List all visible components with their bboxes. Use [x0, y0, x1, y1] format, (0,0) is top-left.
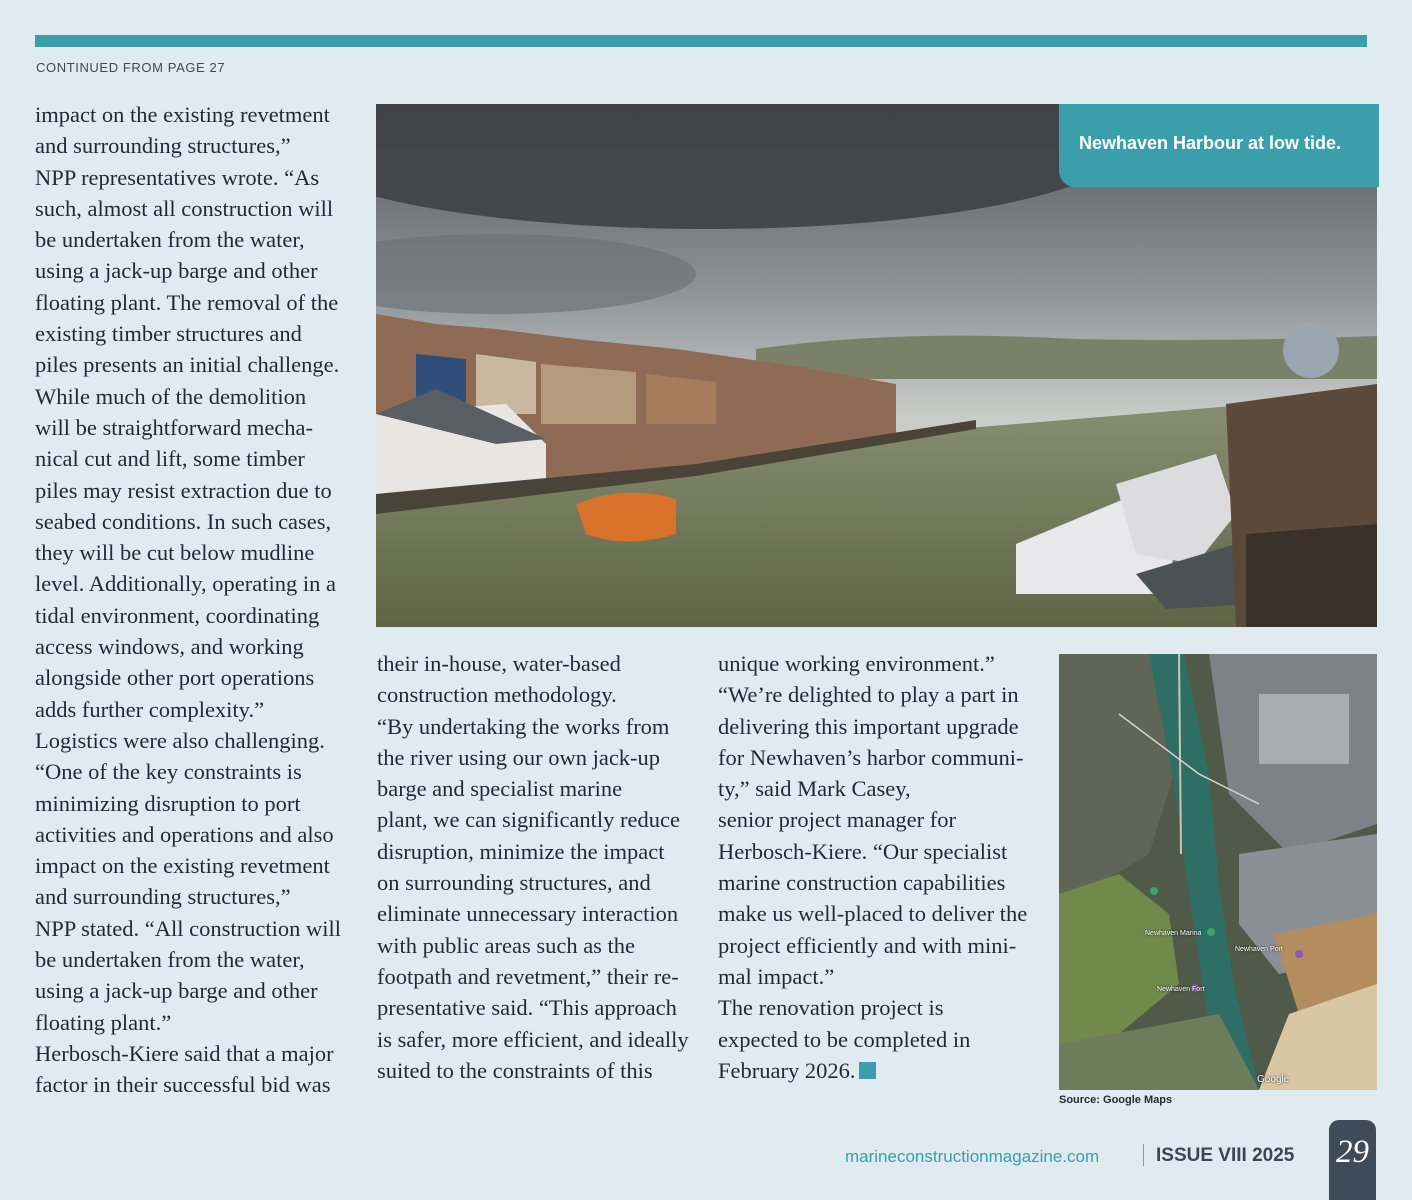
article-column-2	[377, 648, 697, 1086]
map-label-fort: Newhaven Fort	[1157, 986, 1205, 993]
article-line: such, almost all construction will	[35, 195, 334, 221]
article-line: be undertaken from the water,	[35, 227, 305, 253]
article-line: impact on the existing revetment	[35, 102, 330, 127]
article-line: Logistics were also challenging.	[35, 727, 325, 753]
article-line: their in-house, water-based	[377, 651, 621, 676]
page-number: 29	[1336, 1134, 1369, 1170]
article-line: While much of the demolition	[35, 383, 307, 409]
satellite-map	[1059, 654, 1377, 1090]
continued-label: CONTINUED FROM PAGE 27	[36, 60, 226, 75]
article-line: presentative said. “This approach	[377, 995, 677, 1021]
article-line: marine construction capabilities	[718, 870, 1006, 896]
article-line: level. Additionally, operating in a	[35, 571, 336, 597]
article-line: floating plant. The removal of the	[35, 289, 339, 315]
article-line: minimizing disruption to port	[35, 790, 301, 816]
article-line: activities and operations and also	[35, 821, 334, 847]
footer-divider	[1143, 1144, 1144, 1166]
map-label-port: Newhaven Port	[1235, 946, 1283, 953]
article-line: footpath and revetment,” their re-	[377, 963, 679, 989]
article-line: with public areas such as the	[377, 932, 636, 958]
article-line: and surrounding structures,”	[35, 133, 291, 159]
article-line: mal impact.”	[718, 963, 835, 989]
article-line: Herbosch-Kiere. “Our specialist	[718, 838, 1008, 864]
footer-issue: ISSUE VIII 2025	[1156, 1145, 1295, 1166]
article-line: floating plant.”	[35, 1009, 172, 1035]
article-line: delivering this important upgrade	[718, 713, 1019, 739]
footer-website[interactable]: marineconstructionmagazine.com	[845, 1147, 1100, 1166]
article-line: disruption, minimize the impact	[377, 838, 665, 864]
article-line: the river using our own jack-up	[377, 744, 661, 770]
article-line: project efficiently and with mini-	[718, 932, 1017, 958]
article-line: ty,” said Mark Casey,	[718, 776, 911, 802]
photo-caption: Newhaven Harbour at low tide.	[1059, 104, 1379, 187]
top-accent-bar	[35, 35, 1367, 47]
article-line: access windows, and working	[35, 634, 304, 660]
article-line: make us well-placed to deliver the	[718, 901, 1028, 927]
article-line: will be straightforward mecha-	[35, 414, 314, 440]
article-line: piles presents an initial challenge.	[35, 352, 340, 378]
article-line: “By undertaking the works from	[377, 713, 670, 739]
article-line: NPP representatives wrote. “As	[35, 164, 320, 190]
article-line: suited to the constraints of this	[377, 1057, 653, 1083]
article-line	[718, 1055, 1038, 1086]
article-line: using a jack-up barge and other	[35, 258, 318, 284]
article-line: factor in their successful bid was	[35, 1072, 331, 1098]
article-line: adds further complexity.”	[35, 696, 265, 722]
page-number-tab	[1329, 1120, 1376, 1200]
article-line: “One of the key constraints is	[35, 759, 302, 785]
article-line: expected to be completed in	[718, 1026, 971, 1052]
article-line: unique working environment.”	[718, 651, 995, 676]
article-line: piles may resist extraction due to	[35, 477, 332, 503]
article-line: tidal environment, coordinating	[35, 602, 320, 628]
article-line: is safer, more efficient, and ideally	[377, 1026, 689, 1052]
article-column-3	[718, 648, 1038, 1086]
article-column-1	[35, 99, 357, 1101]
end-of-article-mark	[859, 1062, 876, 1079]
article-line: The renovation project is	[718, 995, 944, 1021]
article-line: and surrounding structures,”	[35, 884, 291, 910]
article-line: barge and specialist marine	[377, 776, 623, 802]
article-line: Herbosch-Kiere said that a major	[35, 1040, 334, 1066]
article-line: seabed conditions. In such cases,	[35, 508, 332, 534]
article-line: nical cut and lift, some timber	[35, 446, 305, 472]
article-line: senior project manager for	[718, 807, 957, 833]
map-label-marina: Newhaven Marina	[1145, 930, 1202, 937]
article-line: impact on the existing revetment	[35, 853, 330, 879]
article-line: NPP stated. “All construction will	[35, 915, 342, 941]
article-line: for Newhaven’s harbor communi-	[718, 744, 1024, 770]
map-google-logo: Google	[1257, 1074, 1290, 1085]
article-line: be undertaken from the water,	[35, 947, 305, 973]
article-line: using a jack-up barge and other	[35, 978, 318, 1004]
article-line: they will be cut below mudline	[35, 540, 315, 566]
article-line: plant, we can significantly reduce	[377, 807, 681, 833]
article-line: construction methodology.	[377, 682, 617, 708]
article-line: alongside other port operations	[35, 665, 315, 691]
article-line: existing timber structures and	[35, 321, 302, 347]
article-line: on surrounding structures, and	[377, 870, 651, 896]
article-line: eliminate unnecessary interaction	[377, 901, 679, 927]
article-line-text: February 2026.	[718, 1057, 856, 1083]
article-line: “We’re delighted to play a part in	[718, 682, 1019, 708]
map-source-credit: Source: Google Maps	[1059, 1094, 1173, 1106]
